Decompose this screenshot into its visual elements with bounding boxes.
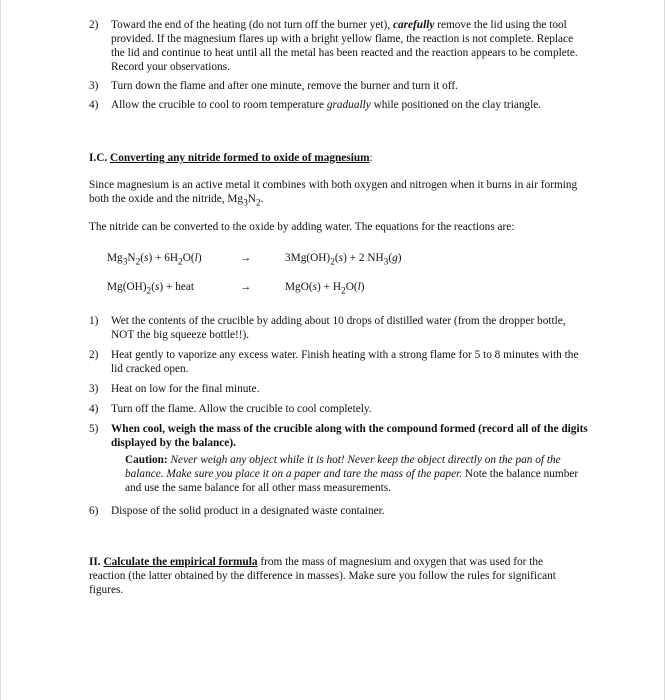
list-item: 3) Heat on low for the final minute. — [89, 383, 260, 395]
caution-note: Caution: Never weigh any object while it is hot! Never keep the object directly on the pan of the balance. Make sure you place it on a paper and tare the mass of the paper. Note the balance number and use the same balance for all other mass measurements. — [125, 454, 579, 494]
equations-intro: The nitride can be converted to the oxide by adding water. The equations for the reactions are: — [89, 221, 515, 233]
list-item: 2) Toward the end of the heating (do not turn off the burner yet), carefully remove the lid using the tool provided. If the magnesium flares up with a bright yellow flame, the reaction is not complete. Replace the lid and continue to heat until all the metal has been reacted and the reaction appears to be complete. Record your observations. — [89, 19, 578, 73]
section-heading: I.C. Converting any nitride formed to oxide of magnesium: — [89, 152, 373, 164]
arrow-icon: → — [240, 252, 252, 264]
equation-1-products: $3Mg(OH)_2(s) + 2$ $NH_3(g)$ — [285, 252, 402, 268]
list-item: 2) Heat gently to vaporize any excess water. Finish heating with a strong flame for 5 to 8 minutes with the lid cracked open. — [89, 349, 579, 375]
equation-2-products: $MgO(s) + H_2O(l)$ — [285, 281, 365, 297]
intro-paragraph: Since magnesium is an active metal it combines with both oxygen and nitrogen when it burns in air forming both the oxide and the nitride, $Mg_3N_2$. — [89, 179, 578, 209]
list-item: 6) Dispose of the solid product in a designated waste container. — [89, 505, 385, 517]
section-ii-paragraph: II. Calculate the empirical formula from the mass of magnesium and oxygen that was used for the reaction (the latter obtained by the difference in masses). Make sure you follow the rules for significant figures. — [89, 556, 556, 596]
equation-1-reactants: $Mg_3N_2(s) + 6H_2O(l)$ — [107, 252, 202, 268]
procedure-steps — [89, 314, 589, 518]
heating-steps — [89, 18, 589, 112]
list-item: 5) When cool, weigh the mass of the crucible along with the compound formed (record all of the digits displayed by the balance). Caution: Never weigh any object while it is hot! Never keep the object directly on the pan of the balance. Make sure you place it on a paper and tare the mass of the paper. Note the balance number and use the same balance for all other mass measurements. — [89, 423, 588, 494]
list-item: 1) Wet the contents of the crucible by adding about 10 drops of distilled water (from the dropper bottle, NOT the big squeeze bottle!!). — [89, 315, 566, 341]
list-item: 4) Allow the crucible to cool to room temperature gradually while positioned on the clay triangle. — [89, 99, 542, 111]
equation-2-reactants: $Mg(OH)_2(s)$ + heat — [107, 281, 195, 297]
list-item: 3) Turn down the flame and after one minute, remove the burner and turn it off. — [89, 80, 458, 92]
arrow-icon: → — [240, 281, 252, 293]
list-item: 4) Turn off the flame. Allow the crucible to cool completely. — [89, 403, 372, 415]
